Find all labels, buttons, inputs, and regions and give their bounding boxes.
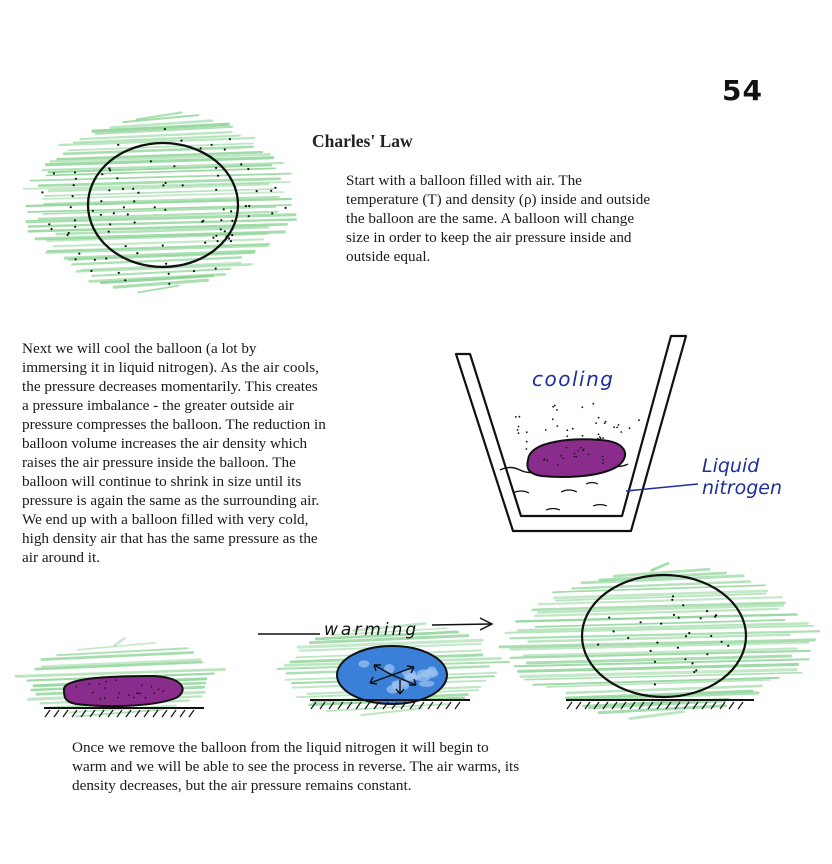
molecule-dot xyxy=(164,209,166,211)
molecule-dot xyxy=(101,173,103,175)
molecule-dot xyxy=(136,252,138,254)
molecule-dot xyxy=(105,681,107,683)
molecule-dot xyxy=(48,223,50,225)
molecule-dot xyxy=(552,406,554,408)
molecule-dot xyxy=(247,168,249,170)
molecule-dot xyxy=(217,175,219,177)
pencil-stroke xyxy=(42,653,193,660)
molecule-dot xyxy=(285,207,287,209)
molecule-dot xyxy=(727,645,729,647)
label-cooling: cooling xyxy=(532,367,615,391)
molecule-dot xyxy=(678,617,680,619)
molecule-dot xyxy=(127,213,129,215)
molecule-dot xyxy=(706,610,708,612)
molecule-dot xyxy=(554,405,556,407)
molecule-dot xyxy=(629,427,631,429)
molecule-dot xyxy=(41,191,43,193)
molecule-dot xyxy=(132,188,134,190)
molecule-dot xyxy=(240,163,242,165)
molecule-dot xyxy=(248,205,250,207)
molecule-dot xyxy=(220,219,222,221)
ground-hatch xyxy=(437,702,442,709)
molecule-dot xyxy=(547,460,549,462)
molecule-dot xyxy=(256,190,258,192)
molecule-dot xyxy=(74,171,76,173)
molecule-dot xyxy=(245,205,247,207)
intro-line: temperature (T) and density (ρ) inside and outside xyxy=(346,191,651,208)
molecule-dot xyxy=(136,692,138,694)
molecule-dot xyxy=(613,630,615,632)
molecule-dot xyxy=(556,409,558,411)
molecule-dot xyxy=(588,454,590,456)
molecule-dot xyxy=(118,693,120,695)
molecule-dot xyxy=(682,604,684,606)
molecule-dot xyxy=(600,437,602,439)
molecule-dot xyxy=(224,148,226,150)
ground-hatch xyxy=(54,710,59,717)
molecule-dot xyxy=(163,691,165,693)
light-patch xyxy=(427,666,437,675)
molecule-dot xyxy=(672,595,674,597)
molecule-dot xyxy=(75,258,77,260)
molecule-dot xyxy=(122,188,124,190)
molecule-dot xyxy=(100,200,102,202)
molecule-dot xyxy=(73,184,75,186)
molecule-dot xyxy=(109,223,111,225)
molecule-dot xyxy=(552,418,554,420)
molecule-dot xyxy=(182,184,184,186)
molecule-dot xyxy=(229,138,231,140)
cooling-paragraph xyxy=(22,339,422,567)
molecule-dot xyxy=(613,426,615,428)
molecule-dot xyxy=(118,272,120,274)
intro-line: the balloon are the same. A balloon will change xyxy=(346,210,635,227)
ground-hatch xyxy=(738,702,743,709)
molecule-dot xyxy=(231,234,233,236)
molecule-dot xyxy=(691,662,693,664)
molecule-dot xyxy=(706,653,708,655)
molecule-dot xyxy=(660,623,662,625)
molecule-dot xyxy=(115,679,117,681)
molecule-dot xyxy=(193,270,195,272)
molecule-dot xyxy=(139,693,141,695)
molecule-dot xyxy=(138,693,140,695)
molecule-dot xyxy=(108,189,110,191)
molecule-dot xyxy=(671,599,673,601)
molecule-dot xyxy=(556,425,558,427)
molecule-dot xyxy=(640,621,642,623)
molecule-dot xyxy=(105,687,107,689)
molecule-dot xyxy=(526,448,528,450)
molecule-dot xyxy=(517,429,519,431)
molecule-dot xyxy=(563,458,565,460)
molecule-dot xyxy=(526,441,528,443)
molecule-dot xyxy=(695,669,697,671)
ground-hatch xyxy=(171,710,176,717)
molecule-dot xyxy=(602,437,604,439)
molecule-dot xyxy=(90,270,92,272)
molecule-dot xyxy=(248,215,250,217)
molecule-dot xyxy=(656,642,658,644)
molecule-dot xyxy=(597,644,599,646)
molecule-dot xyxy=(145,697,147,699)
molecule-dot xyxy=(714,616,716,618)
light-patch xyxy=(419,680,434,686)
molecule-dot xyxy=(519,416,521,418)
ground-hatch xyxy=(567,702,572,709)
cooling-line: pressure compresses the balloon. The reduction in xyxy=(22,416,326,433)
molecule-dot xyxy=(134,697,136,699)
molecule-dot xyxy=(70,206,72,208)
liquid-ripples xyxy=(513,483,607,511)
warming-paragraph xyxy=(72,738,632,795)
molecule-dot xyxy=(215,235,217,237)
molecule-dot xyxy=(92,692,94,694)
molecule-dot xyxy=(544,458,546,460)
molecule-dot xyxy=(638,419,640,421)
molecule-dot xyxy=(217,240,219,242)
molecule-dot xyxy=(582,435,584,437)
label-liquid-line: Liquid xyxy=(702,455,760,477)
molecule-dot xyxy=(88,683,90,685)
page-number: 54 xyxy=(722,74,763,107)
molecule-dot xyxy=(685,635,687,637)
molecule-dot xyxy=(212,237,214,239)
molecule-dot xyxy=(688,632,690,634)
green-air-scene-bottom-right xyxy=(500,563,819,718)
molecule-dot xyxy=(580,447,582,449)
molecule-dot xyxy=(141,685,143,687)
molecule-dot xyxy=(150,160,152,162)
molecule-dot xyxy=(515,416,517,418)
ground-hatch xyxy=(455,702,460,709)
molecule-dot xyxy=(230,210,232,212)
molecule-dot xyxy=(165,263,167,265)
molecule-dot xyxy=(575,456,577,458)
molecule-dot xyxy=(168,283,170,285)
molecule-dot xyxy=(608,617,610,619)
cooling-line: a pressure imbalance - the greater outside air xyxy=(22,397,294,414)
molecule-dot xyxy=(173,165,175,167)
molecule-dot xyxy=(598,417,600,419)
molecule-dot xyxy=(215,268,217,270)
cooling-line: balloon volume increases the air density which xyxy=(22,435,308,452)
cooling-line: We end up with a balloon filled with very cold, xyxy=(22,511,309,528)
molecule-dot xyxy=(168,273,170,275)
molecule-dot xyxy=(577,450,579,452)
intro-line: outside equal. xyxy=(346,248,431,265)
cooling-line: air around it. xyxy=(22,549,101,566)
ground-hatch xyxy=(576,702,581,709)
molecule-dot xyxy=(581,406,583,408)
cooling-line: the pressure decreases momentarily. This creates xyxy=(22,378,318,395)
ground-hatch xyxy=(189,710,194,717)
molecule-dot xyxy=(124,279,126,281)
molecule-dot xyxy=(673,614,675,616)
molecule-dot xyxy=(72,195,74,197)
molecule-dot xyxy=(677,647,679,649)
molecule-dot xyxy=(158,689,160,691)
molecule-dot xyxy=(53,172,55,174)
molecule-dot xyxy=(654,661,656,663)
molecule-dot xyxy=(134,221,136,223)
molecule-dot xyxy=(592,403,594,405)
molecule-dot xyxy=(604,422,606,424)
cooling-line: raises the air pressure inside the balloon. The xyxy=(22,454,296,471)
ground-hatch xyxy=(126,710,131,717)
ground-hatch xyxy=(162,710,167,717)
molecule-dot xyxy=(74,219,76,221)
pencil-stroke xyxy=(652,563,668,570)
molecule-dot xyxy=(200,147,202,149)
molecule-dot xyxy=(99,683,101,685)
molecule-dot xyxy=(605,421,607,423)
cooling-line: balloon will continue to shrink in size until its xyxy=(22,473,302,490)
molecule-dot xyxy=(202,220,204,222)
molecule-dot xyxy=(50,228,52,230)
molecule-dot xyxy=(231,220,233,222)
label-liquid-nitrogen xyxy=(702,455,782,499)
warming-line: Once we remove the balloon from the liquid nitrogen it will begin to xyxy=(72,739,489,756)
molecule-dot xyxy=(151,686,153,688)
intro-paragraph xyxy=(346,171,726,266)
molecule-dot xyxy=(710,635,712,637)
light-patch xyxy=(404,674,421,680)
molecule-dot xyxy=(602,456,604,458)
molecule-dot xyxy=(583,448,585,450)
molecule-dot xyxy=(650,650,652,652)
ground-hatch xyxy=(729,702,734,709)
balloon-cold-on-ground xyxy=(64,676,183,706)
pencil-stroke xyxy=(115,638,125,645)
label-nitrogen-line: nitrogen xyxy=(702,477,782,499)
molecule-dot xyxy=(116,177,118,179)
molecule-dot xyxy=(108,167,110,169)
molecule-dot xyxy=(104,697,106,699)
molecule-dot xyxy=(94,259,96,261)
molecule-dot xyxy=(545,429,547,431)
cooling-line: Next we will cool the balloon (a lot by xyxy=(22,340,257,357)
molecule-dot xyxy=(574,453,576,455)
molecule-dot xyxy=(162,244,164,246)
molecule-dot xyxy=(75,686,77,688)
molecule-dot xyxy=(75,178,77,180)
molecule-dot xyxy=(220,228,222,230)
ground-hatch xyxy=(180,710,185,717)
cooling-line: immersing it in liquid nitrogen). As the air cools, xyxy=(22,359,319,376)
molecule-dot xyxy=(224,230,226,232)
molecule-dot xyxy=(566,429,568,431)
molecule-dot xyxy=(526,431,528,433)
molecule-dot xyxy=(67,234,69,236)
warming-line: density decreases, but the air pressure remains constant. xyxy=(72,777,412,794)
ground-hatch xyxy=(63,710,68,717)
warming-arrow-line-right xyxy=(432,624,490,625)
molecule-dot xyxy=(721,641,723,643)
molecule-dot xyxy=(616,427,618,429)
molecule-dot xyxy=(270,190,272,192)
molecule-dot xyxy=(700,617,702,619)
molecule-dot xyxy=(128,694,130,696)
molecule-dot xyxy=(602,459,604,461)
molecule-dot xyxy=(627,637,629,639)
page-title: Charles' Law xyxy=(312,131,413,151)
warming-line: warm and we will be able to see the process in reverse. The air warms, its xyxy=(72,758,520,775)
cooling-line: pressure is again the same as the surrounding air. xyxy=(22,492,320,509)
molecule-dot xyxy=(92,210,94,212)
molecule-dot xyxy=(620,431,622,433)
molecule-dot xyxy=(518,432,520,434)
molecule-dot xyxy=(100,214,102,216)
molecule-dot xyxy=(164,128,166,130)
molecule-dot xyxy=(230,240,232,242)
liquid-nitrogen-pointer xyxy=(626,484,698,491)
ground-hatch xyxy=(45,710,50,717)
molecule-dot xyxy=(566,435,568,437)
molecule-dot xyxy=(154,206,156,208)
molecule-dot xyxy=(165,182,167,184)
molecule-dot xyxy=(117,697,119,699)
molecule-dot xyxy=(204,242,206,244)
molecule-dot xyxy=(598,433,600,435)
intro-line: size in order to keep the air pressure inside and xyxy=(346,229,632,246)
molecule-dot xyxy=(573,456,575,458)
molecule-dot xyxy=(572,428,574,430)
molecule-dot xyxy=(180,140,182,142)
molecule-dot xyxy=(100,698,102,700)
molecule-dot xyxy=(271,212,273,214)
intro-line: Start with a balloon filled with air. The xyxy=(346,172,582,189)
molecule-dot xyxy=(602,462,604,464)
ground-hatch xyxy=(446,702,451,709)
molecule-dot xyxy=(618,424,620,426)
light-patch xyxy=(358,660,369,667)
molecule-dot xyxy=(117,144,119,146)
molecule-dot xyxy=(274,187,276,189)
molecule-dot xyxy=(123,206,125,208)
molecule-dot xyxy=(215,189,217,191)
molecule-dot xyxy=(557,464,559,466)
molecule-dot xyxy=(109,169,111,171)
molecule-dot xyxy=(74,226,76,228)
molecule-dot xyxy=(566,447,568,449)
molecule-dot xyxy=(105,257,107,259)
green-air-scene-top xyxy=(24,113,296,293)
molecule-dot xyxy=(154,692,156,694)
molecule-dot xyxy=(693,671,695,673)
molecule-dot xyxy=(223,208,225,210)
molecule-dot xyxy=(684,658,686,660)
molecule-dot xyxy=(108,231,110,233)
molecule-dot xyxy=(215,167,217,169)
molecule-dot xyxy=(162,184,164,186)
label-warming: warming xyxy=(324,620,420,640)
beaker xyxy=(456,336,686,531)
molecule-dot xyxy=(595,422,597,424)
molecule-dot xyxy=(125,245,127,247)
molecule-dot xyxy=(133,200,135,202)
pencil-stroke xyxy=(630,712,684,719)
molecule-dot xyxy=(113,212,115,214)
molecule-dot xyxy=(518,426,520,428)
molecule-dot xyxy=(78,253,80,255)
molecule-dot xyxy=(137,192,139,194)
molecule-dot xyxy=(560,455,562,457)
molecule-dot xyxy=(654,683,656,685)
cooling-line: high density air that has the same pressure as the xyxy=(22,530,318,547)
balloon-cold-in-beaker xyxy=(527,439,625,477)
molecule-dot xyxy=(68,232,70,234)
pencil-stroke xyxy=(138,286,179,293)
molecule-dot xyxy=(211,144,213,146)
